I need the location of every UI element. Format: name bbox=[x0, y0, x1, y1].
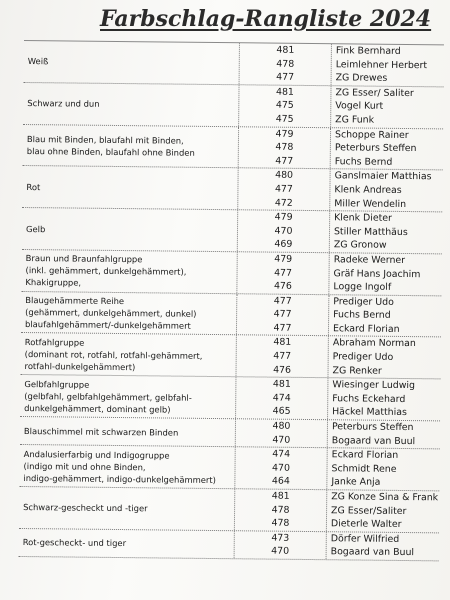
category-cell: Blau mit Binden, blaufahl mit Binden, blau ohne Binden, blaufahl ohne Binden bbox=[23, 125, 239, 168]
breeder-name: Stiller Matthäus bbox=[333, 225, 408, 238]
score-value: 465 bbox=[272, 406, 291, 418]
name-cell bbox=[327, 490, 439, 532]
breeder-name: Fink Bernhard bbox=[335, 45, 401, 57]
score-value: 470 bbox=[271, 545, 290, 558]
score-value: 475 bbox=[275, 113, 294, 125]
score-value: 481 bbox=[276, 44, 295, 56]
ranking-table bbox=[19, 40, 444, 561]
name-cell bbox=[332, 44, 444, 86]
table-row bbox=[20, 375, 440, 421]
score-value: 477 bbox=[273, 295, 292, 307]
category-cell: Blaugehämmerte Reihe (gehämmert, dunkelgehämmert, dunkel) blaufahlgehämmert/-dunkelgehämmert bbox=[21, 292, 237, 335]
breeder-name: Dieterle Walter bbox=[330, 518, 402, 531]
breeder-name: Gräf Hans Joachim bbox=[333, 267, 421, 280]
score-cell bbox=[240, 43, 332, 85]
name-cell bbox=[329, 295, 441, 337]
score-cell bbox=[239, 85, 331, 127]
score-value: 477 bbox=[276, 71, 295, 84]
score-cell bbox=[236, 419, 328, 447]
name-cell bbox=[327, 448, 439, 490]
breeder-name: Klenk Andreas bbox=[334, 184, 402, 196]
score-cell bbox=[235, 447, 327, 489]
breeder-name: Bogaard van Buul bbox=[330, 546, 415, 559]
breeder-name: Fuchs Bernd bbox=[334, 156, 393, 168]
category-cell: Gelbfahlgruppe (gelbfahl, gelbfahlgehämmert, gelbfahl- dunkelgehämmert, dominant gelb) bbox=[20, 375, 236, 418]
breeder-name: Bogaard van Buul bbox=[331, 434, 416, 447]
breeder-name: Vogel Kurt bbox=[335, 100, 384, 113]
breeder-name: Eckard Florian bbox=[332, 323, 400, 335]
score-value: 469 bbox=[274, 238, 293, 251]
table-row bbox=[19, 487, 439, 533]
score-value: 476 bbox=[273, 364, 292, 376]
name-cell bbox=[330, 211, 442, 253]
breeder-name: ZG Renker bbox=[332, 364, 382, 377]
page-title: Farbschlag-Rangliste 2024 bbox=[100, 6, 432, 32]
table-row bbox=[22, 208, 442, 254]
score-value: 477 bbox=[273, 308, 292, 321]
score-value: 477 bbox=[275, 155, 294, 167]
breeder-name: Schmidt Rene bbox=[331, 463, 397, 475]
breeder-name: Dörfer Wilfried bbox=[330, 533, 400, 545]
breeder-name: Peterburs Steffen bbox=[331, 421, 414, 434]
breeder-name: Leimlehner Herbert bbox=[335, 58, 428, 71]
score-value: 478 bbox=[271, 517, 290, 529]
breeder-name: Radeke Werner bbox=[333, 254, 406, 266]
score-cell bbox=[238, 169, 330, 211]
score-value: 478 bbox=[271, 504, 290, 516]
score-cell bbox=[235, 489, 327, 531]
score-value: 480 bbox=[272, 420, 291, 432]
score-value: 481 bbox=[271, 490, 290, 502]
breeder-name: Eckard Florian bbox=[331, 449, 399, 462]
breeder-name: ZG Funk bbox=[335, 114, 375, 126]
breeder-name: Häckel Matthias bbox=[332, 406, 407, 419]
category-cell: Gelb bbox=[22, 208, 238, 251]
score-value: 478 bbox=[275, 141, 294, 153]
score-value: 474 bbox=[272, 392, 291, 404]
table-row bbox=[20, 333, 440, 379]
table-row bbox=[22, 166, 442, 212]
category-cell: Schwarz und dun bbox=[23, 83, 239, 126]
score-value: 470 bbox=[272, 434, 291, 446]
category-cell: Rotfahlgruppe (dominant rot, rotfahl, rotfahl-gehämmert, rotfahl-dunkelgehämmert) bbox=[20, 333, 236, 376]
category-cell: Rot bbox=[22, 166, 238, 209]
breeder-name: ZG Esser/ Saliter bbox=[335, 87, 414, 99]
breeder-name: ZG Drewes bbox=[335, 72, 388, 84]
score-cell bbox=[236, 336, 328, 378]
name-cell bbox=[328, 420, 440, 448]
score-value: 477 bbox=[273, 350, 292, 362]
category-cell: Andalusierfarbig und Indigogruppe (indigo mit und ohne Binden, indigo-gehämmert, indigo-dunkelgehämmert) bbox=[19, 445, 235, 488]
breeder-name: Ganslmaier Matthias bbox=[334, 170, 432, 183]
category-cell: Weiß bbox=[24, 41, 240, 84]
score-value: 477 bbox=[274, 183, 293, 195]
table-row bbox=[24, 41, 444, 87]
score-cell bbox=[237, 294, 329, 336]
score-value: 481 bbox=[273, 337, 292, 349]
table-row bbox=[20, 417, 440, 450]
name-cell bbox=[329, 253, 441, 295]
breeder-name: Prediger Udo bbox=[333, 295, 394, 308]
score-cell bbox=[239, 127, 331, 169]
score-cell bbox=[236, 377, 328, 419]
breeder-name: Peterburs Steffen bbox=[334, 142, 417, 155]
score-value: 481 bbox=[272, 378, 291, 391]
table-row bbox=[21, 250, 441, 296]
score-value: 479 bbox=[275, 128, 294, 140]
score-value: 479 bbox=[274, 253, 293, 265]
table-row bbox=[19, 529, 439, 562]
score-value: 464 bbox=[271, 476, 290, 488]
category-cell: Rot-gescheckt- und tiger bbox=[19, 529, 235, 558]
breeder-name: Fuchs Bernd bbox=[333, 309, 391, 322]
breeder-name: Abraham Norman bbox=[332, 337, 416, 350]
category-cell: Schwarz-gescheckt und -tiger bbox=[19, 487, 235, 530]
name-cell bbox=[327, 532, 439, 560]
breeder-name: Klenk Dieter bbox=[334, 212, 392, 224]
table-row bbox=[19, 445, 439, 491]
table-row bbox=[23, 125, 443, 171]
score-value: 479 bbox=[274, 211, 293, 223]
score-value: 475 bbox=[275, 100, 294, 112]
breeder-name: Prediger Udo bbox=[332, 351, 394, 363]
score-cell bbox=[237, 252, 329, 294]
score-value: 470 bbox=[272, 462, 291, 474]
score-value: 477 bbox=[274, 267, 293, 279]
breeder-name: Fuchs Eckehard bbox=[332, 393, 406, 405]
score-value: 480 bbox=[275, 169, 294, 182]
name-cell bbox=[328, 337, 440, 379]
breeder-name: ZG Konze Sina & Frank bbox=[331, 491, 439, 504]
breeder-name: ZG Esser/Saliter bbox=[331, 504, 407, 517]
score-value: 478 bbox=[276, 58, 295, 70]
score-value: 477 bbox=[273, 322, 292, 334]
score-value: 470 bbox=[274, 225, 293, 237]
name-cell bbox=[331, 128, 443, 170]
breeder-name: Schoppe Rainer bbox=[334, 128, 409, 141]
score-value: 481 bbox=[275, 86, 294, 98]
score-value: 476 bbox=[273, 280, 292, 292]
breeder-name: Wiesinger Ludwig bbox=[332, 379, 416, 392]
name-cell bbox=[328, 378, 440, 420]
breeder-name: Janke Anja bbox=[331, 476, 381, 489]
score-value: 473 bbox=[271, 532, 290, 544]
breeder-name: ZG Gronow bbox=[333, 239, 387, 252]
score-cell bbox=[235, 531, 327, 559]
name-cell bbox=[331, 86, 443, 128]
score-value: 472 bbox=[274, 197, 293, 209]
table-row bbox=[23, 83, 443, 129]
category-cell: Braun und Braunfahlgruppe (inkl. gehämmert, dunkelgehämmert), Khakigruppe, bbox=[21, 250, 237, 293]
breeder-name: Miller Wendelin bbox=[334, 197, 407, 210]
breeder-name: Logge Ingolf bbox=[333, 281, 392, 293]
score-value: 474 bbox=[272, 448, 291, 461]
name-cell bbox=[330, 170, 442, 212]
table-row bbox=[21, 292, 441, 338]
score-cell bbox=[238, 210, 330, 252]
category-cell: Blauschimmel mit schwarzen Binden bbox=[20, 417, 236, 446]
